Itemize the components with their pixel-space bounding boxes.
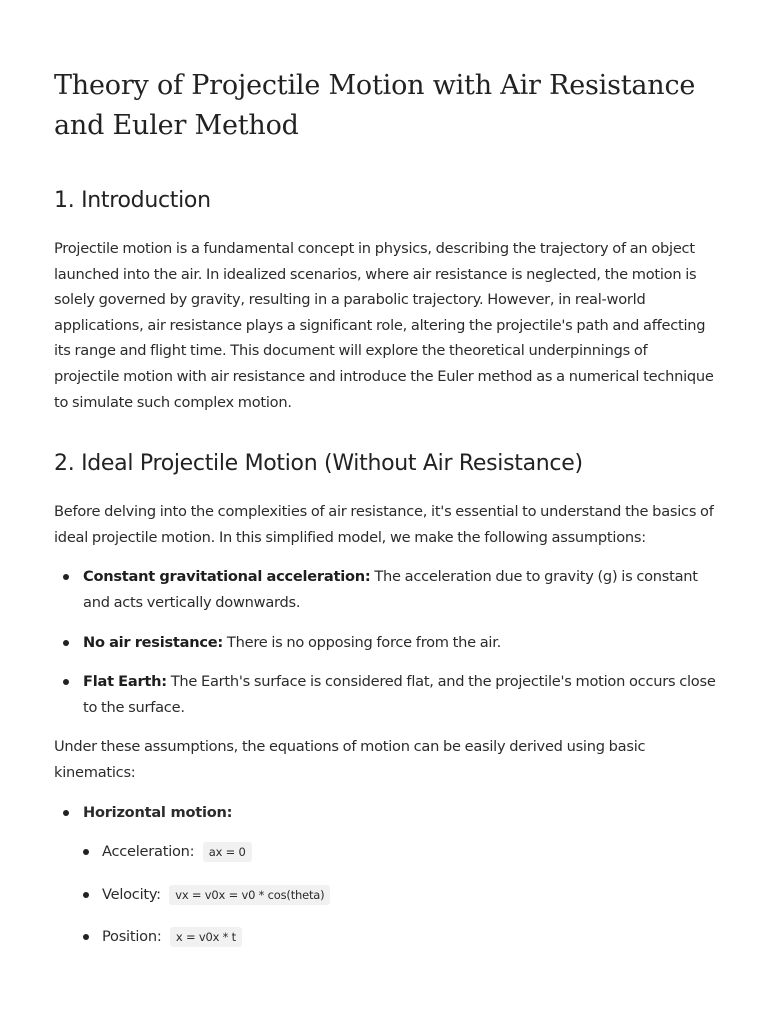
ideal-motion-paragraph: Before delving into the complexities of air resistance, it's essential to understand the basics of ideal projectile motion. In this simplified model, we make the following assumptions: bbox=[54, 503, 714, 546]
bullet-icon bbox=[83, 892, 89, 898]
assumption-term: Flat Earth: bbox=[83, 673, 167, 691]
section-heading-ideal-motion: 2. Ideal Projectile Motion (Without Air Resistance) bbox=[54, 451, 583, 477]
assumption-text: The acceleration due to gravity (g) is constant and acts vertically downwards. bbox=[83, 568, 698, 611]
bullet-icon bbox=[63, 810, 69, 816]
kinematics-paragraph: Under these assumptions, the equations of motion can be easily derived using basic kinematics: bbox=[54, 738, 646, 781]
horizontal-motion-label: Horizontal motion: bbox=[83, 803, 233, 821]
document bbox=[54, 0, 716, 967]
equation-code: x = v0x * t bbox=[170, 927, 242, 947]
assumption-term: Constant gravitational acceleration: bbox=[83, 568, 371, 586]
equation-label: Velocity: bbox=[102, 885, 161, 903]
list-item bbox=[54, 800, 716, 951]
list-item bbox=[83, 839, 716, 866]
bullet-icon bbox=[83, 934, 89, 940]
motion-list bbox=[54, 800, 716, 951]
document-title: Theory of Projectile Motion with Air Resistance and Euler Method bbox=[54, 70, 696, 141]
assumption-term: No air resistance: bbox=[83, 633, 224, 651]
equation-label: Position: bbox=[102, 928, 162, 946]
list-item bbox=[54, 630, 716, 656]
introduction-paragraph: Projectile motion is a fundamental concept in physics, describing the trajectory of an object launched into the air. In idealized scenarios, where air resistance is neglected, the motion is solely governed by gravity, resulting in a parabolic trajectory. However, in real-world applications, air resistance plays a significant role, altering the projectile's path and affecting its range and flight time. This document will explore the theoretical underpinnings of projectile motion with air resistance and introduce the Euler method as a numerical technique to simulate such complex motion. bbox=[54, 240, 714, 411]
bullet-icon bbox=[63, 679, 69, 685]
bullet-icon bbox=[83, 849, 89, 855]
equation-code: ax = 0 bbox=[203, 842, 252, 862]
horizontal-motion-sublist bbox=[83, 839, 716, 951]
list-item bbox=[54, 564, 716, 615]
list-item bbox=[83, 882, 716, 909]
assumption-text: There is no opposing force from the air. bbox=[223, 633, 502, 651]
equation-label: Acceleration: bbox=[102, 843, 195, 861]
list-item bbox=[54, 669, 716, 720]
list-item bbox=[83, 924, 716, 951]
assumption-text: The Earth's surface is considered flat, and the projectile's motion occurs close to the surface. bbox=[83, 673, 716, 716]
section-heading-introduction: 1. Introduction bbox=[54, 188, 211, 213]
equation-code: vx = v0x = v0 * cos(theta) bbox=[169, 885, 330, 905]
bullet-icon bbox=[63, 640, 69, 646]
assumptions-list bbox=[54, 564, 716, 720]
bullet-icon bbox=[63, 574, 69, 580]
